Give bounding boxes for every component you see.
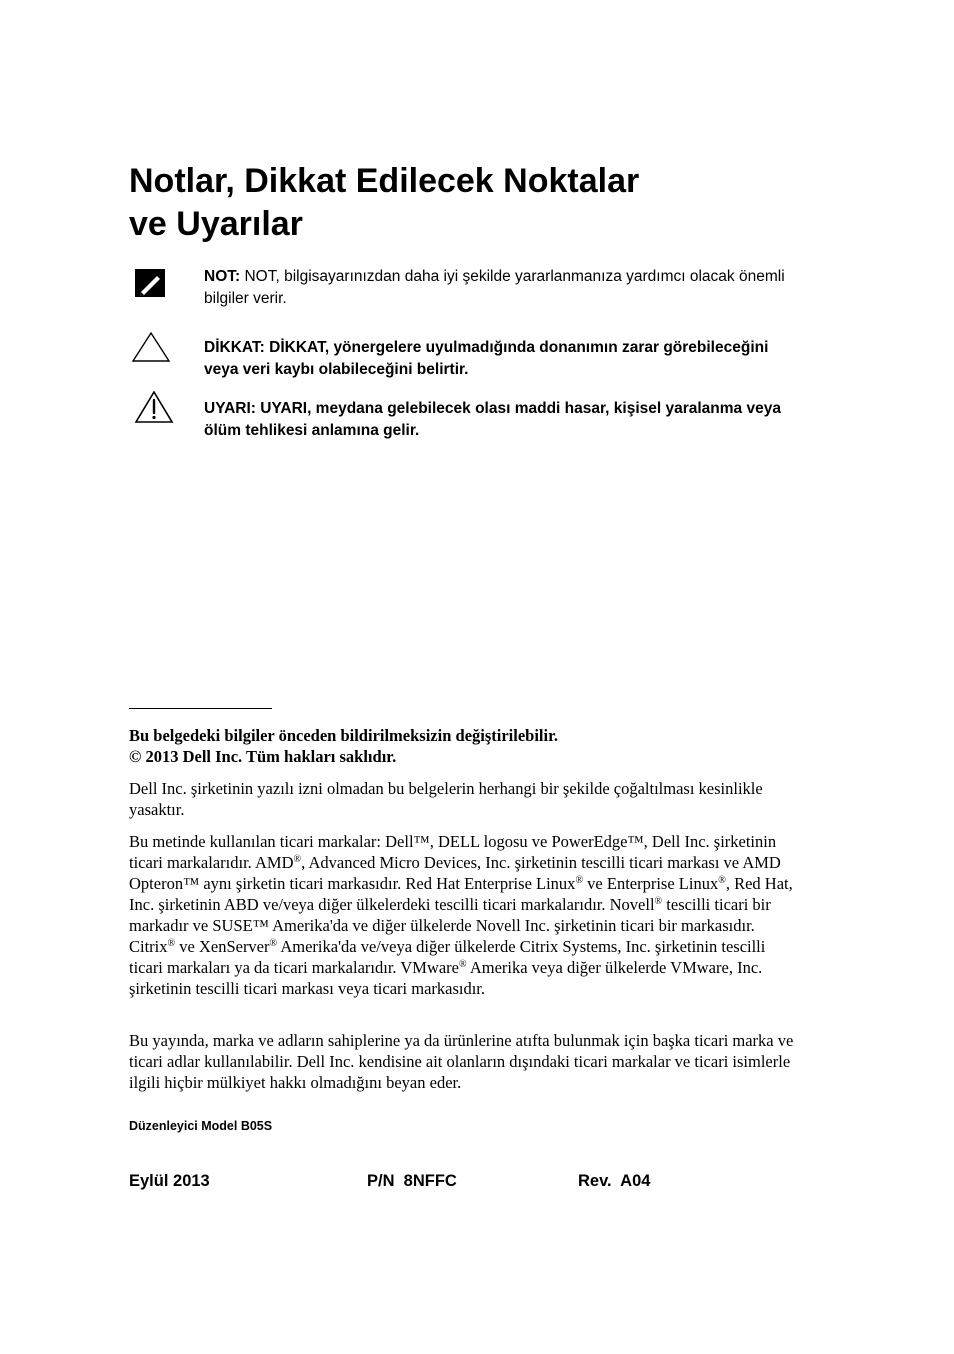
registered-mark: ® (167, 938, 176, 949)
trademark-text-7: Amerika'da ve/veya diğer ülkelerde Citrix Systems, Inc. şirketinin tescilli ticari markaları ya da ticari markalarıdır. VMware (129, 937, 766, 977)
registered-mark: ® (293, 854, 302, 865)
caution-text: DİKKAT: DİKKAT, yönergelere uyulmadığında donanımın zarar görebileceğini veya veri kaybı olabileceğini belirtir. (204, 339, 769, 378)
trademark-text-3: ve Enterprise Linux (583, 874, 719, 893)
change-notice: Bu belgedeki bilgiler önceden bildirilmeksizin değiştirilebilir. (129, 726, 559, 745)
legal-header (129, 725, 809, 767)
disclaimer-paragraph: Bu yayında, marka ve adların sahiplerine ya da ürünlerine atıfta bulunmak için başka ticari marka ve ticari adlar kullanılabilir. Dell Inc. kendisine ait olanların dışındaki ticari markalar ve ticari isimlerle ilgili hiçbir mülkiyet hakkı olmadığını beyan eder. (129, 1031, 794, 1092)
trademark-text-5: tescilli ticari bir markadır ve SUSE™ Amerika'da ve diğer ülkelerde Novell Inc. şirketinin ticari bir markasıdır. Citrix (129, 895, 771, 956)
note-notice (129, 266, 809, 316)
trademark-text-4: , Red Hat, Inc. şirketinin ABD ve/veya diğer ülkelerdeki tescilli ticari markalarıdır. Novell (129, 874, 793, 914)
warning-notice (129, 398, 809, 448)
registered-mark: ® (654, 896, 663, 907)
page-title-line-1: Notlar, Dikkat Edilecek Noktalar (129, 162, 640, 200)
trademark-text-1: Bu metinde kullanılan ticari markalar: Dell™, DELL logosu ve PowerEdge™, Dell Inc. şirketinin ticari markalarıdır. AMD (129, 832, 777, 872)
publication-date: Eylül 2013 (129, 1172, 210, 1190)
copyright-line: © 2013 Dell Inc. Tüm hakları saklıdır. (129, 747, 397, 766)
caution-triangle-icon (129, 329, 175, 365)
part-number: P/N 8NFFC (367, 1172, 457, 1190)
registered-mark: ® (718, 875, 726, 886)
revision: Rev. A04 (578, 1172, 651, 1190)
registered-mark: ® (575, 875, 584, 886)
note-text (204, 266, 804, 309)
trademark-text-2: , Advanced Micro Devices, Inc. şirketinin tescilli ticari markası ve AMD Opteron™ aynı şirketin ticari markasıdır. Red Hat Enterprise Linux (129, 853, 781, 893)
footnote-divider (129, 708, 272, 709)
page-title (129, 160, 639, 246)
regulatory-model: Düzenleyici Model B05S (129, 1119, 273, 1133)
note-pencil-icon (129, 266, 175, 302)
registered-mark: ® (459, 959, 467, 970)
note-body: NOT, bilgisayarınızdan daha iyi şekilde yararlanmanıza yardımcı olacak önemli bilgiler verir. (204, 268, 785, 307)
trademark-paragraph (129, 831, 797, 999)
reproduction-paragraph: Dell Inc. şirketinin yazılı izni olmadan bu belgelerin herhangi bir şekilde çoğaltılması kesinlikle yasaktır. (129, 779, 763, 819)
trademark-text-6: ve XenServer (175, 937, 270, 956)
caution-notice (129, 337, 809, 387)
page-title-line-2: ve Uyarılar (129, 205, 303, 243)
trademark-text-8: Amerika veya diğer ülkelerde VMware, Inc. şirketinin tescilli ticari markası veya ticari markasıdır. (129, 958, 763, 998)
warning-text: UYARI: UYARI, meydana gelebilecek olası maddi hasar, kişisel yaralanma veya ölüm tehlikesi anlamına gelir. (204, 400, 781, 439)
warning-exclamation-icon (129, 389, 175, 425)
note-label: NOT: (204, 268, 241, 285)
registered-mark: ® (269, 938, 278, 949)
